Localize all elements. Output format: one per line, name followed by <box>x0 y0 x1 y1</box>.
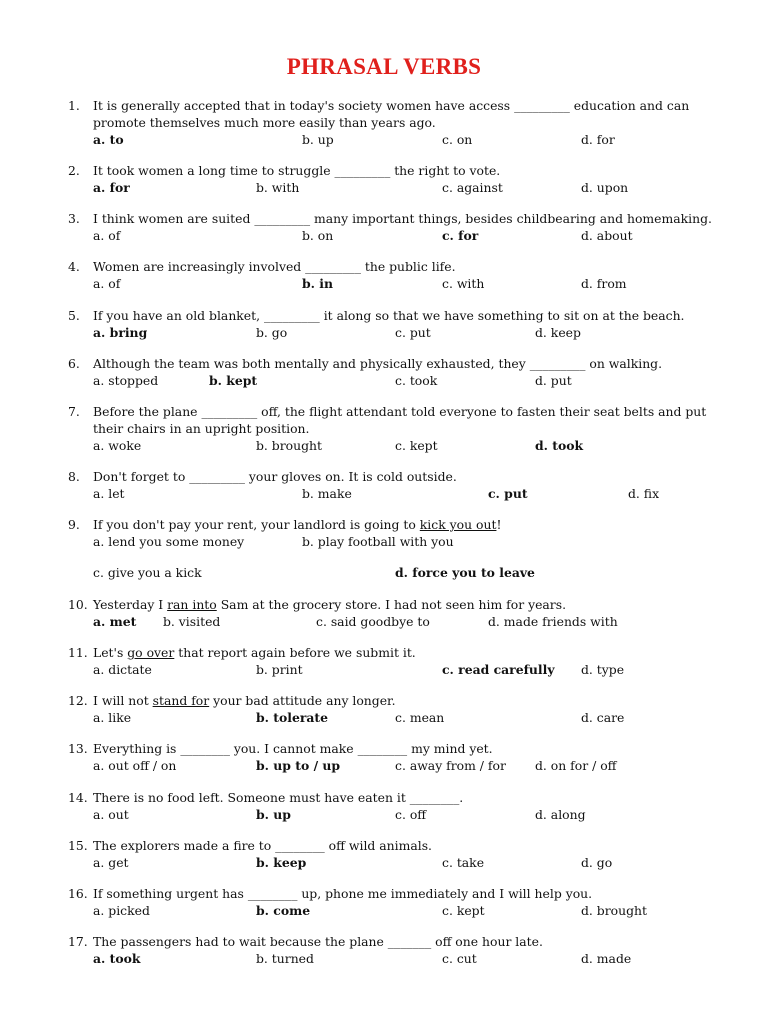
underlined-phrase: ran into <box>167 597 217 612</box>
question-text <box>93 837 713 854</box>
question-text <box>93 885 713 902</box>
question-text-end: Sam at the grocery store. I had not seen him for years. <box>216 597 567 612</box>
question-text-end: your bad attitude any longer. <box>209 693 396 708</box>
option-b-correct: b. keep <box>256 855 307 870</box>
option-a: a. get <box>93 855 129 870</box>
option-c-correct: c. for <box>442 228 479 243</box>
option-d: d. for <box>581 132 615 147</box>
question-text <box>93 258 713 275</box>
question-text <box>93 789 713 806</box>
option-d-correct: d. took <box>535 438 584 453</box>
option-c: c. took <box>395 373 438 388</box>
question-number: 5. <box>68 308 80 323</box>
option-b: b. print <box>256 662 303 677</box>
question-number: 6. <box>68 356 80 371</box>
option-a-correct: a. bring <box>93 325 148 340</box>
question-number: 17. <box>68 934 88 949</box>
option-d: d. on for / off <box>535 758 617 773</box>
question-number: 7. <box>68 404 80 419</box>
question-number: 1. <box>68 98 80 113</box>
option-a: a. of <box>93 228 121 243</box>
option-d: d. care <box>581 710 625 725</box>
option-a: a. picked <box>93 903 150 918</box>
question-text-start: If something urgent has ________ up, phone me immediately and I will help you. <box>93 886 593 901</box>
question-text-start: Yesterday I <box>93 597 168 612</box>
option-a-correct: a. took <box>93 951 141 966</box>
option-a: a. out <box>93 807 129 822</box>
option-a-correct: a. met <box>93 614 137 629</box>
option-d: d. go <box>581 855 613 870</box>
option-b: b. play football with you <box>302 534 454 549</box>
option-c: c. kept <box>395 438 438 453</box>
option-a: a. dictate <box>93 662 152 677</box>
underlined-phrase: go over <box>127 645 175 660</box>
question-text <box>93 692 713 709</box>
option-a: a. woke <box>93 438 142 453</box>
option-d: d. upon <box>581 180 629 195</box>
option-b-correct: b. come <box>256 903 311 918</box>
option-b: b. visited <box>163 614 221 629</box>
option-c: c. kept <box>442 903 485 918</box>
option-a-correct: a. to <box>93 132 124 147</box>
question-number: 12. <box>68 693 88 708</box>
option-c: c. with <box>442 276 485 291</box>
question-text <box>93 596 713 613</box>
option-b-correct: b. tolerate <box>256 710 329 725</box>
question-number: 15. <box>68 838 88 853</box>
option-c: c. take <box>442 855 485 870</box>
question-text-start: Before the plane _________ off, the flight attendant told everyone to fasten their seat belts and put their chairs in an upright position. <box>93 404 707 436</box>
option-b-correct: b. kept <box>209 373 258 388</box>
option-b: b. turned <box>256 951 314 966</box>
option-b: b. with <box>256 180 300 195</box>
option-b-correct: b. up to / up <box>256 758 341 773</box>
option-c: c. put <box>395 325 431 340</box>
option-a: a. stopped <box>93 373 159 388</box>
underlined-phrase: stand for <box>152 693 210 708</box>
question-text-start: It is generally accepted that in today's society women have access _________ education and can promote themselves much more easily than years ago. <box>93 98 690 130</box>
question-number: 9. <box>68 517 80 532</box>
question-number: 2. <box>68 163 80 178</box>
option-b: b. on <box>302 228 334 243</box>
option-d: d. put <box>535 373 572 388</box>
question-text-start: It took women a long time to struggle _________ the right to vote. <box>93 163 501 178</box>
question-text <box>93 210 713 227</box>
option-c: c. off <box>395 807 427 822</box>
question-text-start: The passengers had to wait because the plane _______ off one hour late. <box>93 934 543 949</box>
question-text <box>93 355 713 372</box>
option-c: c. said goodbye to <box>316 614 430 629</box>
option-a: a. out off / on <box>93 758 177 773</box>
question-number: 13. <box>68 741 88 756</box>
question-text <box>93 403 713 437</box>
question-text <box>93 162 713 179</box>
question-number: 10. <box>68 597 88 612</box>
question-text <box>93 516 713 533</box>
question-text-start: The explorers made a fire to ________ off wild animals. <box>93 838 433 853</box>
option-a: a. of <box>93 276 121 291</box>
option-d: d. brought <box>581 903 647 918</box>
question-text <box>93 307 713 324</box>
question-text <box>93 468 713 485</box>
question-number: 8. <box>68 469 80 484</box>
question-text-start: Let's <box>93 645 128 660</box>
question-text <box>93 740 713 757</box>
option-a-correct: a. for <box>93 180 130 195</box>
option-c: c. on <box>442 132 473 147</box>
option-a: a. let <box>93 486 125 501</box>
question-text-end: that report again before we submit it. <box>174 645 416 660</box>
question-text-start: If you don't pay your rent, your landlord is going to <box>93 517 420 532</box>
question-text <box>93 97 713 131</box>
option-d: d. made friends with <box>488 614 618 629</box>
option-c: c. mean <box>395 710 445 725</box>
question-text-end: ! <box>496 517 502 532</box>
option-c: c. away from / for <box>395 758 506 773</box>
option-d: d. keep <box>535 325 581 340</box>
option-b: b. go <box>256 325 288 340</box>
option-c-correct: c. put <box>488 486 528 501</box>
question-number: 11. <box>68 645 88 660</box>
option-b: b. make <box>302 486 352 501</box>
option-b: b. up <box>302 132 334 147</box>
option-a: a. lend you some money <box>93 534 245 549</box>
option-d-correct: d. force you to leave <box>395 565 535 580</box>
question-text-start: Don't forget to _________ your gloves on. It is cold outside. <box>93 469 457 484</box>
option-d: d. from <box>581 276 627 291</box>
option-a: a. like <box>93 710 132 725</box>
option-d: d. about <box>581 228 633 243</box>
question-number: 4. <box>68 259 80 274</box>
question-number: 16. <box>68 886 88 901</box>
underlined-phrase: kick you out <box>419 517 497 532</box>
question-text <box>93 933 713 950</box>
option-c-correct: c. read carefully <box>442 662 555 677</box>
option-c: c. cut <box>442 951 477 966</box>
question-number: 14. <box>68 790 88 805</box>
question-text-start: If you have an old blanket, _________ it along so that we have something to sit on at the beach. <box>93 308 685 323</box>
option-d: d. made <box>581 951 632 966</box>
question-text-start: Women are increasingly involved _________ the public life. <box>93 259 456 274</box>
question-text-start: I think women are suited _________ many important things, besides childbearing and homemaking. <box>93 211 712 226</box>
option-c: c. give you a kick <box>93 565 202 580</box>
question-text-start: Everything is ________ you. I cannot make ________ my mind yet. <box>93 741 493 756</box>
option-b-correct: b. up <box>256 807 291 822</box>
page-title: PHRASAL VERBS <box>286 54 482 79</box>
option-b-correct: b. in <box>302 276 334 291</box>
option-d: d. fix <box>628 486 660 501</box>
question-text-start: Although the team was both mentally and physically exhausted, they _________ on walking. <box>93 356 663 371</box>
question-number: 3. <box>68 211 80 226</box>
question-text-start: I will not <box>93 693 153 708</box>
option-d: d. type <box>581 662 625 677</box>
option-d: d. along <box>535 807 586 822</box>
question-text <box>93 644 713 661</box>
option-b: b. brought <box>256 438 322 453</box>
option-c: c. against <box>442 180 503 195</box>
question-text-start: There is no food left. Someone must have eaten it ________. <box>93 790 464 805</box>
